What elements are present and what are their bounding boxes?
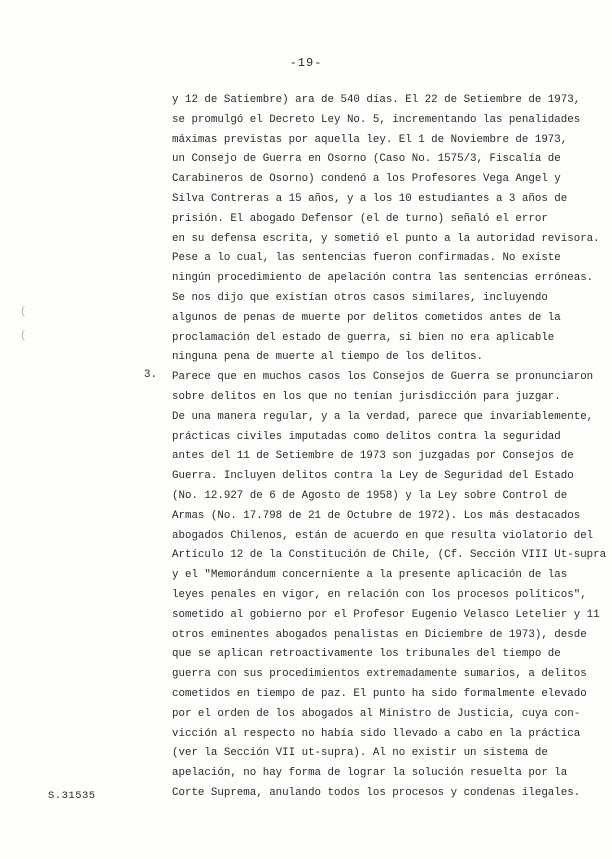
text-line: sobre delitos en los que no tenían jurisdicción para juzgar. bbox=[172, 391, 561, 403]
text-line: leyes penales en vigor, en relación con los procesos políticos", bbox=[172, 589, 587, 601]
text-line: otros eminentes abogados penalistas en Diciembre de 1973), desde bbox=[172, 628, 587, 641]
text-line: (No. 12.927 de 6 de Agosto de 1958) y la Ley sobre Control de bbox=[172, 490, 568, 502]
text-line: ninguna pena de muerte al tiempo de los delitos. bbox=[172, 351, 484, 364]
text-line: proclamación del estado de guerra, si bien no era aplicable bbox=[172, 331, 555, 344]
text-line: y el "Memorándum concerniente a la presente aplicación de las bbox=[172, 569, 568, 582]
document-code: S.31535 bbox=[48, 790, 96, 802]
text-line: Corte Suprema, anulando todos los procesos y condenas ilegales. bbox=[172, 787, 581, 799]
scan-mark: ( bbox=[20, 306, 27, 318]
text-line: ningún procedimiento de apelación contra las sentencias erróneas. bbox=[172, 272, 594, 285]
text-line: cometidos en tiempo de paz. El punto ha sido formalmente elevado bbox=[172, 688, 587, 700]
text-line: Artículo 12 de la Constitución de Chile, (Cf. Sección VIII Ut-supra bbox=[172, 549, 607, 562]
text-line: Pese a lo cual, las sentencias fueron confirmadas. No existe bbox=[172, 252, 561, 265]
page-number: -19- bbox=[289, 56, 323, 70]
text-line: Guerra. Incluyen delitos contra la Ley de Seguridad del Estado bbox=[172, 470, 574, 483]
text-line: apelación, no hay forma de lograr la solución resuelta por la bbox=[172, 767, 568, 780]
text-line: máximas previstas por aquella ley. El 1 de Noviembre de 1973, bbox=[172, 133, 568, 146]
text-line: guerra con sus procedimientos extremadamente sumarios, a delitos bbox=[172, 668, 587, 681]
text-line: en su defensa escrita, y sometió el punto a la autoridad revisora. bbox=[172, 232, 600, 245]
text-line: algunos de penas de muerte por delitos cometidos antes de la bbox=[172, 311, 561, 324]
text-line: (ver la Sección VII ut-supra). Al no existir un sistema de bbox=[172, 747, 548, 760]
text-line: Carabineros de Osorno) condenó a los Profesores Vega Angel y bbox=[172, 173, 561, 186]
text-line: por el orden de los abogados al Ministro de Justicia, cuya con- bbox=[172, 707, 581, 720]
text-line: abogados Chilenos, están de acuerdo en que resulta violatorio del bbox=[172, 529, 594, 542]
text-line: vicción al respecto no había sido llevado a cabo en la práctica bbox=[172, 727, 581, 740]
text-line: Se nos dijo que existían otros casos similares, incluyendo bbox=[172, 292, 548, 304]
text-line: se promulgó el Decreto Ley No. 5, incrementando las penalidades bbox=[172, 113, 581, 126]
text-line: Armas (No. 17.798 de 21 de Octubre de 1972). Los más destacados bbox=[172, 509, 581, 522]
text-line: prácticas civiles imputadas como delitos contra la seguridad bbox=[172, 430, 561, 443]
text-line: y 12 de Satiembre) ara de 540 días. El 22 de Setiembre de 1973, bbox=[172, 94, 581, 106]
text-line: un Consejo de Guerra en Osorno (Caso No. 1575/3, Fiscalía de bbox=[172, 153, 561, 166]
text-line: sometido al gobierno por el Profesor Eugenio Velasco Letelier y 11 bbox=[172, 608, 600, 621]
text-line: Silva Contreras a 15 años, y a los 10 estudiantes a 3 años de bbox=[172, 193, 568, 205]
paragraph-number: 3. bbox=[144, 369, 157, 381]
text-line: antes del 11 de Setiembre de 1973 son juzgadas por Consejos de bbox=[172, 450, 574, 463]
text-line: que se aplican retroactivamente los tribunales del tiempo de bbox=[172, 648, 561, 661]
scan-mark: ( bbox=[20, 330, 27, 342]
text-line: prisión. El abogado Defensor (el de turno) señaló el error bbox=[172, 212, 548, 225]
text-line: De una manera regular, y a la verdad, parece que invariablemente, bbox=[172, 410, 594, 423]
text-line: Parece que en muchos casos los Consejos de Guerra se pronunciaron bbox=[172, 371, 594, 384]
